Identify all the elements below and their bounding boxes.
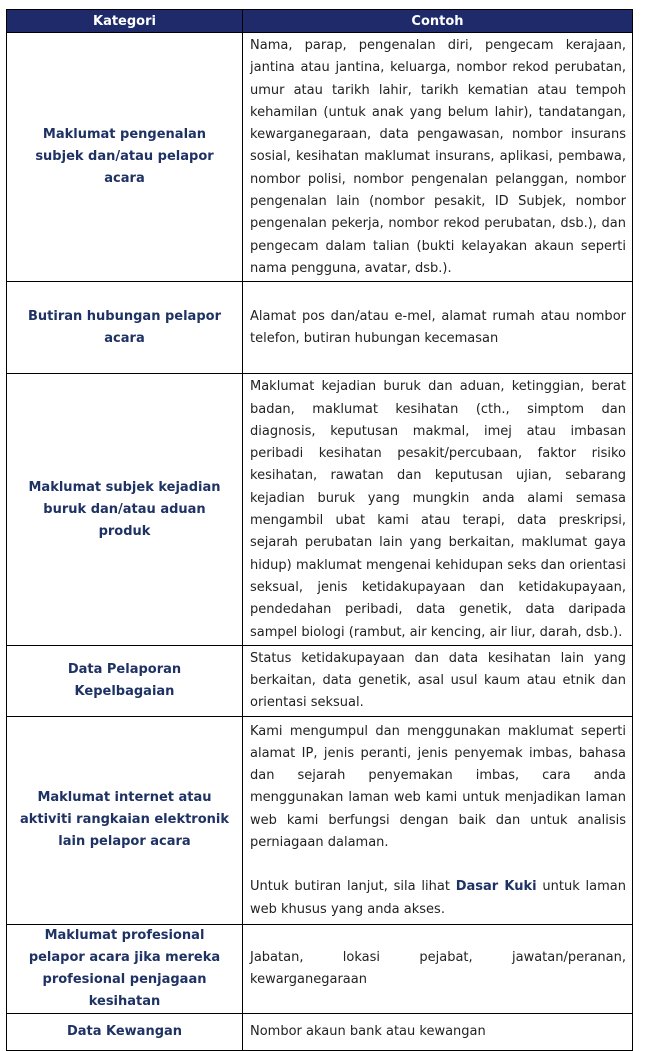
example-cell: Alamat pos dan/atau e-mel, alamat rumah atau nombor telefon, butiran hubungan kecemasan [243,282,633,374]
cookie-policy-link[interactable]: Dasar Kuki [455,879,537,895]
header-contoh: Contoh [243,10,633,33]
table-row [7,33,633,282]
example-paragraph-more: Untuk butiran lanjut, sila lihat Dasar Kuki untuk laman web khusus yang anda akses. [250,879,626,917]
category-cell: Maklumat pengenalan subjek dan/atau pelapor acara [7,33,243,282]
table-row [7,924,633,1013]
data-category-table [6,9,633,1051]
example-paragraph: Kami mengumpul dan menggunakan maklumat seperti alamat IP, jenis peranti, jenis penyemak imbas, bahasa dan sejarah penyemakan imbas, cara anda menggunakan laman web kami untuk menjadikan laman web kami berfungsi dengan baik dan untuk analisis perniagaan dalaman. [250,723,626,851]
table-header-row [7,10,633,33]
category-cell: Data Pelaporan Kepelbagaian [7,645,243,716]
category-cell: Maklumat subjek kejadian buruk dan/atau aduan produk [7,374,243,646]
category-cell: Data Kewangan [7,1013,243,1050]
table-row [7,282,633,374]
table-row [7,716,633,924]
example-cell: Jabatan, lokasi pejabat, jawatan/peranan, kewarganegaraan [243,924,633,1013]
example-cell: Nama, parap, pengenalan diri, pengecam kerajaan, jantina atau jantina, keluarga, nombor rekod perubatan, umur atau tarikh lahir, tarikh kematian atau tempoh kehamilan (untuk anak yang belum lahir), tandatangan, kewarganegaraan, data pengawasan, nombor insurans sosial, kesihatan maklumat insurans, aplikasi, pembawa, nombor polisi, nombor pengenalan pelanggan, nombor pengenalan lain (nombor pesakit, ID Subjek, nombor pengenalan pekerja, nombor rekod perubatan, dsb.), dan pengecam dalam talian (bukti kelayakan akaun seperti nama pengguna, avatar, dsb.). [243,33,633,282]
example-cell: Status ketidakupayaan dan data kesihatan lain yang berkaitan, data genetik, asal usul kaum atau etnik dan orientasi seksual. [243,645,633,716]
category-cell: Maklumat profesional pelapor acara jika mereka profesional penjagaan kesihatan [7,924,243,1013]
example-cell: Maklumat kejadian buruk dan aduan, ketinggian, berat badan, maklumat kesihatan (cth., simptom dan diagnosis, keputusan makmal, imej atau imbasan peribadi kesihatan pesakit/percubaan, faktor risiko kesihatan, rawatan dan keputusan ujian, sebarang kejadian buruk yang mungkin anda alami semasa mengambil ubat kami atau terapi, data preskripsi, sejarah perubatan lain yang berkaitan, maklumat gaya hidup) maklumat mengenai kehidupan seks dan orientasi seksual, jenis ketidakupayaan dan ketidakupayaan, pendedahan peribadi, data genetik, data daripada sampel biologi (rambut, air kencing, air liur, darah, dsb.). [243,374,633,646]
table-row [7,645,633,716]
header-kategori: Kategori [7,10,243,33]
example-cell: Nombor akaun bank atau kewangan [243,1013,633,1050]
category-cell: Maklumat internet atau aktiviti rangkaian elektronik lain pelapor acara [7,716,243,924]
category-cell: Butiran hubungan pelapor acara [7,282,243,374]
table-row [7,374,633,646]
table-row [7,1013,633,1050]
example-cell [243,716,633,924]
